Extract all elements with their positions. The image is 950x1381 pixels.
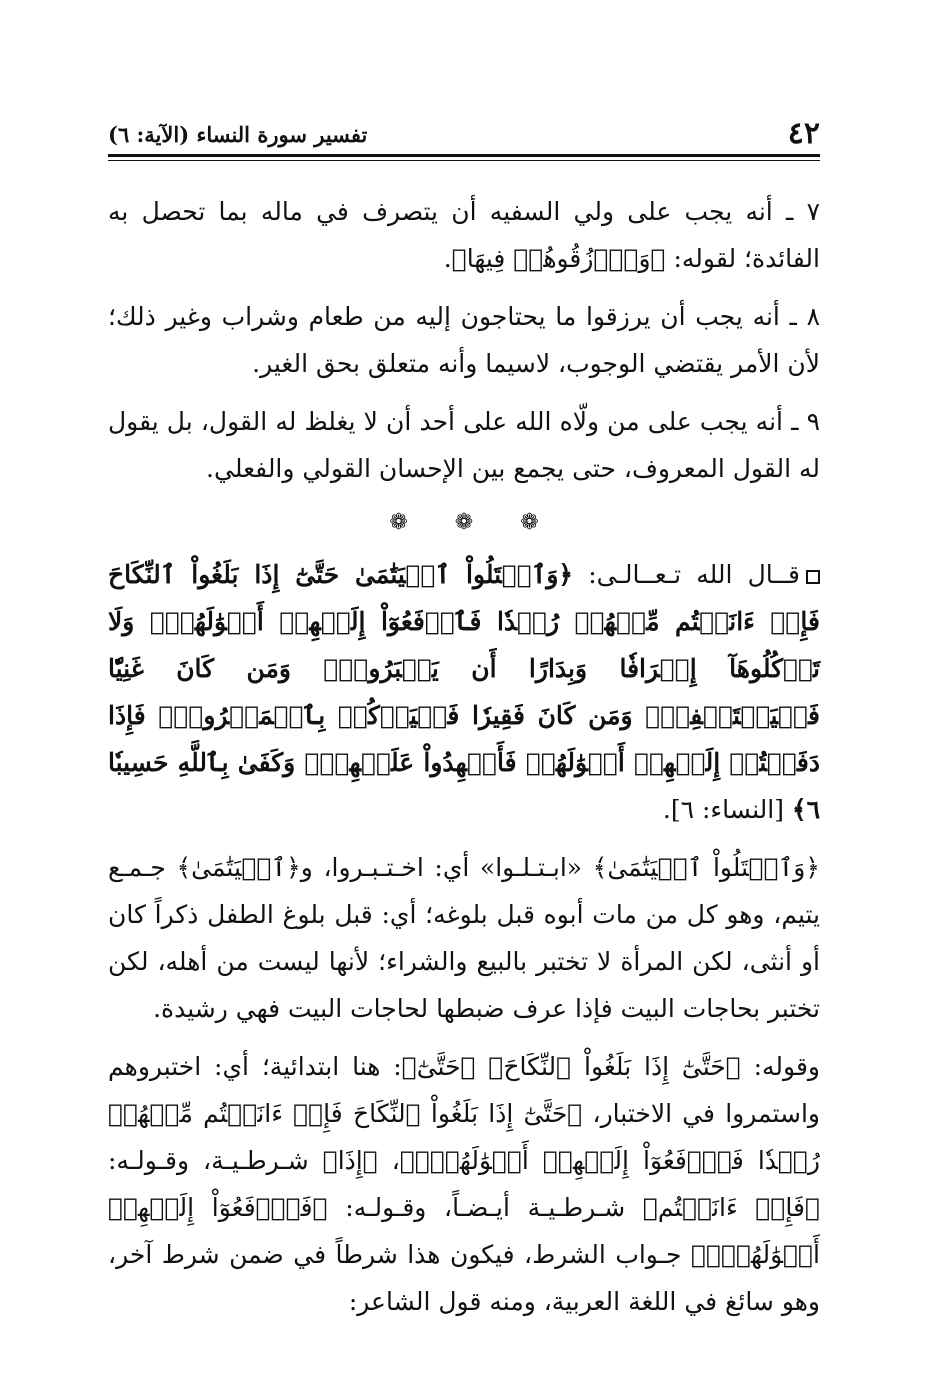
- quran-verse: ﴿وَٱبۡتَلُواْ ٱلۡيَتَٰمَىٰ حَتَّىٰٓ إِذَا بَلَغُواْ ٱلنِّكَاحَ فَإِنۡ ءَانَسۡتُم مِّنۡهُمۡ رُشۡدٗا فَٱدۡفَعُوٓاْ إِلَيۡهِمۡ أَمۡوَٰلَهُمۡۖ وَلَا تَأۡكُلُوهَآ إِسۡرَافٗا وَبِدَارًا أَن يَكۡبَرُواْۚ وَمَن كَانَ غَنِيّٗا فَلۡيَسۡتَعۡفِفۡۖ وَمَن كَانَ فَقِيرٗا فَلۡيَأۡكُلۡ بِٱلۡمَعۡرُوفِۚ فَإِذَا دَفَعۡتُمۡ إِلَيۡهِمۡ أَمۡوَٰلَهُمۡ فَأَشۡهِدُواْ عَلَيۡهِمۡۚ وَكَفَىٰ بِٱللَّهِ حَسِيبٗا ٦﴾: [108, 560, 820, 824]
- section-separator: ❁ ❁ ❁: [389, 510, 559, 535]
- page-header: [108, 116, 820, 152]
- paragraph-point-7: ٧ ـ أنه يجب على ولي السفيه أن يتصرف في ماله بما تحصل به الفائدة؛ لقوله: ﴿وَٱرۡزُقُوهُمۡ فِيهَا﴾.: [108, 197, 820, 273]
- header-rule-thin: [108, 160, 820, 161]
- verse-reference: [النساء: ٦].: [662, 795, 784, 824]
- page-number: ٤٢: [787, 116, 820, 151]
- square-bullet-icon: [806, 570, 820, 584]
- verse-intro: قــال الله تـعــالـى:: [588, 560, 801, 589]
- commentary-paragraph-2: وقوله: ﴿حَتَّىٰٓ إِذَا بَلَغُواْ ٱلنِّكَاحَ﴾ ﴿حَتَّىٰٓ﴾: هنا ابتدائية؛ أي: اختبروهم واستمروا في الاختبار، ﴿حَتَّىٰٓ إِذَا بَلَغُواْ ٱلنِّكَاحَ فَإِنۡ ءَانَسۡتُم مِّنۡهُمۡ رُشۡدٗا فَٱدۡفَعُوٓاْ إِلَيۡهِمۡ أَمۡوَٰلَهُمۡۖ﴾، ﴿إِذَا﴾ شـرطـيـة، وقـولـه: ﴿فَإِنۡ ءَانَسۡتُم﴾ شـرطـيـة أيـضـاً، وقـولـه: ﴿فَٱدۡفَعُوٓاْ إِلَيۡهِمۡ أَمۡوَٰلَهُمۡۖ﴾ جـواب الشرط، فيكون هذا شرطاً في ضمن شرط آخر، وهو سائغ في اللغة العربية، ومنه قول الشاعر:: [108, 1052, 820, 1316]
- header-rule-thick: [108, 154, 820, 157]
- paragraph-point-8: ٨ ـ أنه يجب أن يرزقوا ما يحتاجون إليه من طعام وشراب وغير ذلك؛ لأن الأمر يقتضي الوجوب، لاسيما وأنه متعلق بحق الغير.: [108, 302, 820, 378]
- verse-paragraph: [108, 551, 820, 833]
- commentary-paragraph-1: ﴿وَٱبۡتَلُواْ ٱلۡيَتَٰمَىٰ﴾ «ابـتـلـوا» أي: اخـتـبـروا، و﴿ٱلۡيَتَٰمَىٰ﴾ جـمـع يتيم، وهو كل من مات أبوه قبل بلوغه؛ أي: قبل بلوغ الطفل ذكراً كان أو أنثى، لكن المرأة لا تختبر بالبيع والشراء؛ لأنها ليست من أهله، لكن تختبر بحاجات البيت فإذا عرف ضبطها لحاجات البيت فهي رشيدة.: [108, 853, 820, 1023]
- running-title: تفسير سورة النساء (الآية: ٦): [108, 122, 368, 147]
- page-body: [108, 188, 820, 1336]
- paragraph-point-9: ٩ ـ أنه يجب على من ولّاه الله على أحد أن لا يغلظ له القول، بل يقول له القول المعروف، حتى يجمع بين الإحسان القولي والفعلي.: [108, 407, 820, 483]
